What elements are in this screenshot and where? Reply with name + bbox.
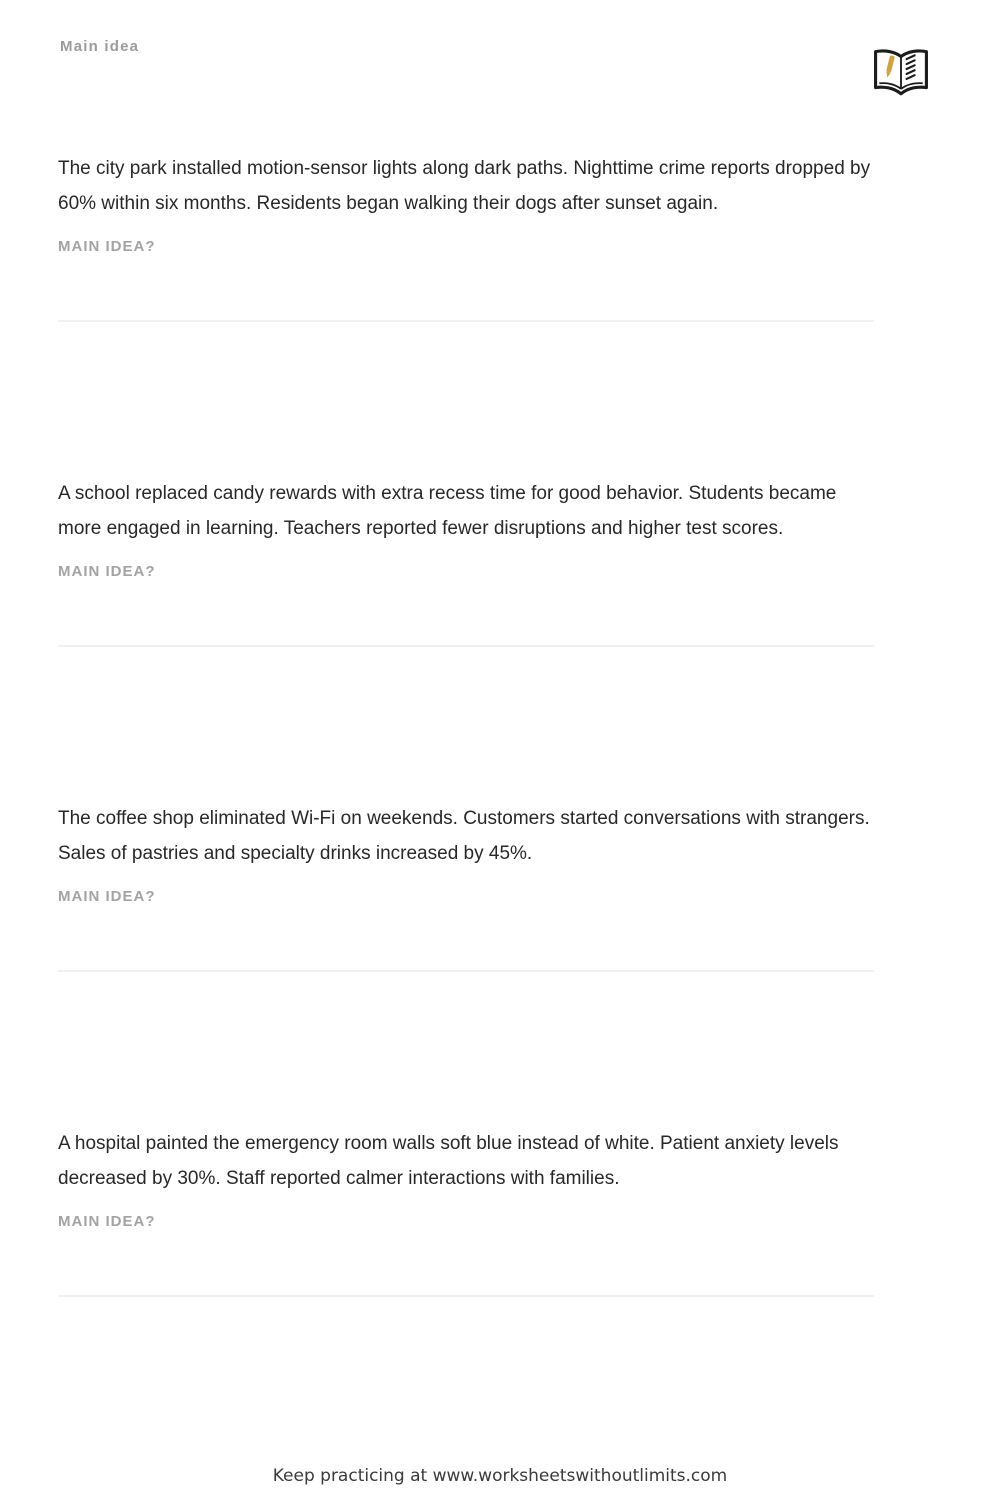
passage-text: A hospital painted the emergency room walls soft blue instead of white. Patient anxiety levels decreased by 30%. Staff reported calmer interactions with families. (58, 1133, 839, 1189)
exercise-section-4 (58, 1120, 874, 1297)
passage-text: A school replaced candy rewards with extra recess time for good behavior. Students became more engaged in learning. Teachers reported fewer disruptions and higher test scores. (58, 483, 837, 539)
passage-text: The city park installed motion-sensor lights along dark paths. Nighttime crime reports dropped by 60% within six months. Residents began walking their dogs after sunset again. (58, 158, 871, 214)
footer-practice-url: Keep practicing at www.worksheetswithoutlimits.com (272, 1466, 728, 1486)
main-idea-prompt: MAIN IDEA? (58, 1213, 156, 1230)
main-idea-prompt: MAIN IDEA? (58, 888, 156, 905)
page-title: Main idea (60, 38, 140, 55)
exercise-section-1 (58, 145, 874, 322)
worksheet-body (58, 145, 874, 1445)
main-idea-prompt: MAIN IDEA? (58, 563, 156, 580)
open-book-with-pencil-icon (870, 36, 932, 102)
exercise-section-3 (58, 795, 874, 972)
main-idea-prompt: MAIN IDEA? (58, 238, 156, 255)
exercise-section-2 (58, 470, 874, 647)
passage-text: The coffee shop eliminated Wi-Fi on weekends. Customers started conversations with strangers. Sales of pastries and specialty drinks increased by 45%. (58, 808, 870, 864)
